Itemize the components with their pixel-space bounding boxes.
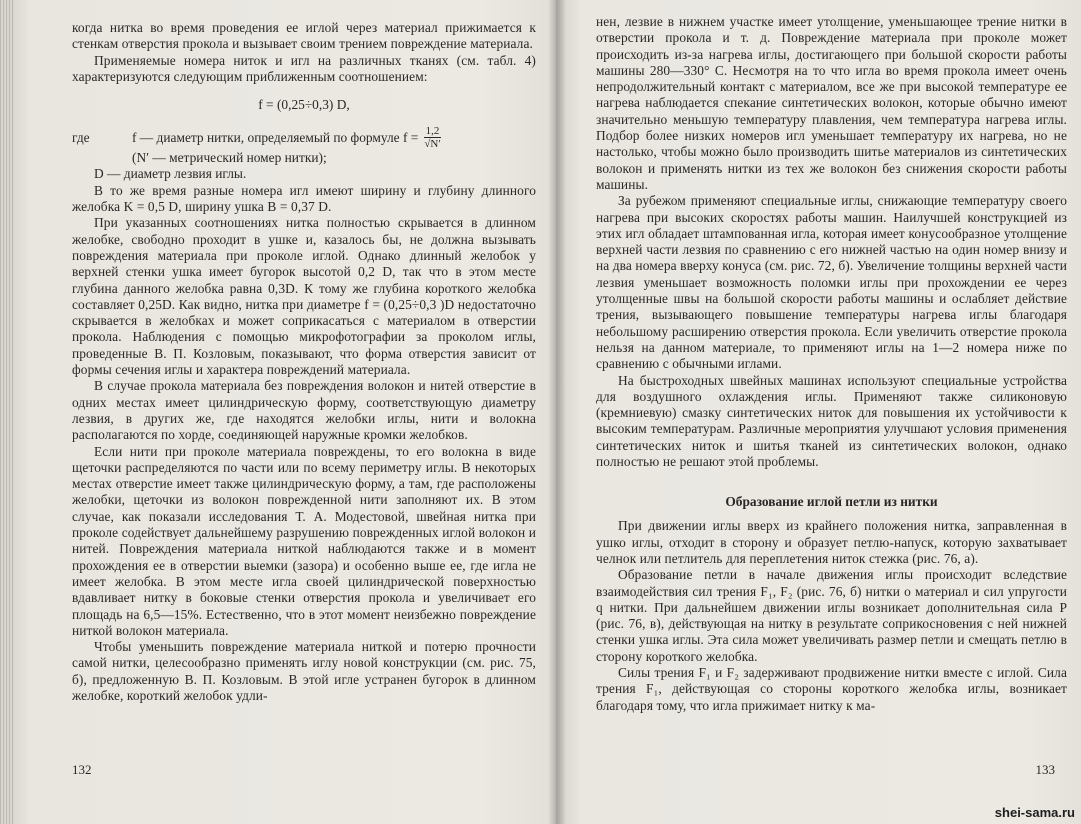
left-paragraph-1: когда нитка во время проведения ее иглой через материал прижимается к стенкам отверстия прокола и вызывает своим трением повреждение материала. (72, 20, 536, 52)
formula-thread-diameter: f = (0,25÷0,3) D, (258, 97, 350, 113)
right-paragraph-6: Силы трения F₁ и F₂ задерживают продвижение нитки вместе с иглой. Сила трения F₁, действующая со стороны короткого желобка иглы, возникает благодаря тому, что игла прижимает нитку к ма- (596, 664, 1067, 713)
book-gutter-shadow (548, 0, 566, 824)
left-paragraph-2: Применяемые номера ниток и игл на различных тканях (см. табл. 4) характеризуются следующим приближенным соотношением: (72, 52, 536, 84)
right-paragraph-4: При движении иглы вверх из крайнего положения нитка, заправленная в ушко иглы, отходит в сторону и образует петлю-напуск, которую захватывает челнок или петлитель для переплетения ниток стежка (рис. 76, а). (596, 518, 1067, 566)
site-watermark: shei-sama.ru (994, 805, 1075, 820)
right-paragraph-2: За рубежом применяют специальные иглы, снижающие температуру своего нагрева при высоких скоростях работы машин. Наилучшей конструкцией из этих игл обладает штампованная игла, которая имеет конусообразное утолщение верхней части лезвия по сравнению с его нижней частью на один номер внизу и на два номера вверху конуса (см. рис. 72, б). Увеличение толщины верхней части лезвия уменьшает возможность поломки иглы при прохождении ее через утолщенные швы на большой скорости работы машины и ослабляет действие трения, вызывающего повышение температуры нагрева иглы благодаря небольшому расширению отверстия прокола. Если увеличить отверстие прокола нельзя на данном материале, то применяют иглы на 1—2 номера ниже по сравнению с обычными иглами. (596, 193, 1067, 372)
right-page-number: 133 (1035, 762, 1055, 777)
left-paragraph-6: Если нити при проколе материала повреждены, то его волокна в виде щеточки распределяются по части или по всему периметру иглы. В некоторых местах отверстие имеет также цилиндрическую форму, а там, где расположены желобки, щеточки из волокон поврежденной нити заполняют их. В этом случае, как показали исследования Т. А. Модестовой, швейная нитка при проколе содействует дальнейшему разрушению поврежденных иглой волокон и нитей. Повреждения материала ниткой наблюдаются также и в момент прохождения ее в отверстии выемки (зазора) и особенно выше ее, где игла не имеет желобка. В этом месте игла своей цилиндрической поверхностью вдавливает нитку в боковые стенки отверстия прокола и увеличивает его площадь на 6,5—15%. Естественно, что в этот момент неизбежно повреждение ниткой волокон материала. (72, 443, 536, 638)
left-page-number: 132 (72, 762, 92, 777)
legend-d-text: D — диаметр лезвия иглы. (94, 166, 247, 182)
fraction-denominator: √N′ (424, 138, 441, 151)
page-edge-decoration (0, 0, 14, 824)
left-paragraph-3: В то же время разные номера игл имеют ширину и глубину длинного желобка K = 0,5 D, ширину ушка B = 0,37 D. (72, 182, 536, 215)
left-paragraph-4: При указанных соотношениях нитка полностью скрывается в длинном желобке, свободно проходит в ушке и, казалось бы, не должна вызывать повреждения материала при проколе иглой. Однако длинный желобок у верхней стенки ушка имеет бугорок высотой 0,2 D, так что в этом месте глубина данного желобка равна 0,3D. К тому же глубина короткого желобка составляет 0,25D. Как видно, нитка при диаметре f = (0,25÷0,3 )D недостаточно скрывается в желобках и может соприкасаться с материалом в отверстии прокола. Наблюдения с помощью микрофотографии за проколом иглы, проведенные В. П. Козловым, показывают, что форма отверстия зависит от формы сечения иглы и характера повреждений материала. (72, 215, 536, 378)
legend-where-word: где (72, 129, 90, 145)
right-paragraph-3: На быстроходных швейных машинах используют специальные устройства для воздушного охлаждения иглы. Применяют также силиконовую (кремниевую) смазку синтетических ниток для повышения их устойчивости к высоким температурам. Различные мероприятия улучшают условия применения синтетических ниток и шитья тканей из синтетических волокон, однако полностью не решают этой проблемы. (596, 372, 1067, 470)
right-page (556, 0, 1081, 824)
formula-legend (72, 125, 536, 183)
section-heading: Образование иглой петли из нитки (725, 494, 938, 510)
fraction (422, 125, 442, 150)
legend-f-text: f — диаметр нитки, определяемый по формуле f = (132, 129, 419, 145)
right-paragraph-5: Образование петли в начале движения иглы происходит вследствие взаимодействия сил трения F₁, F₂ (рис. 76, б) нитки о материал и сил упругости q нитки. При дальнейшем движении иглы возникает дополнительная сила P (рис. 76, в), действующая на нитку в результате соприкосновения с ней нижней стенки ушка иглы. Эта сила может увеличивать размер петли и смещать петлю в сторону короткого желобка. (596, 567, 1067, 664)
right-paragraph-1: нен, лезвие в нижнем участке имеет утолщение, уменьшающее трение нитки в отверстии прокола и т. д. Повреждение материала при проколе может происходить из-за нагрева иглы, достигающего при большой скорости работы машины 280—330° С. Несмотря на то что игла во время прокола имеет очень непродолжительный контакт с материалом, все же при высокой температуре ее нагрева наблюдается спекание синтетических волокон, которые обычно имеют значительно меньшую температуру плавления, чем температура нагрева иглы. Подбор более низких номеров игл уменьшает температуру их нагрева, но не настолько, чтобы можно было производить шитье материалов из синтетических волокон и применять нитки из тех же волокон без снижения скорости работы машины. (596, 14, 1067, 192)
left-paragraph-7: Чтобы уменьшить повреждение материала ниткой и потерю прочности самой нитки, целесообразно применять иглу новой конструкции (см. рис. 75, б), предложенную В. П. Козловым. В этой игле устранен бугорок в длинном желобке, короткий желобок удли- (72, 639, 536, 703)
left-paragraph-5: В случае прокола материала без повреждения волокон и нитей отверстие в одних местах имеет цилиндрическую форму, соответствующую диаметру лезвия, в других же, где находятся желобки иглы, нити и волокна располагаются по хорде, соединяющей наружные кромки желобков. (72, 378, 536, 443)
legend-n-text: (N′ — метрический номер нитки); (132, 150, 327, 166)
legend-row-f (72, 125, 536, 150)
fraction-numerator: 1,2 (425, 125, 440, 138)
